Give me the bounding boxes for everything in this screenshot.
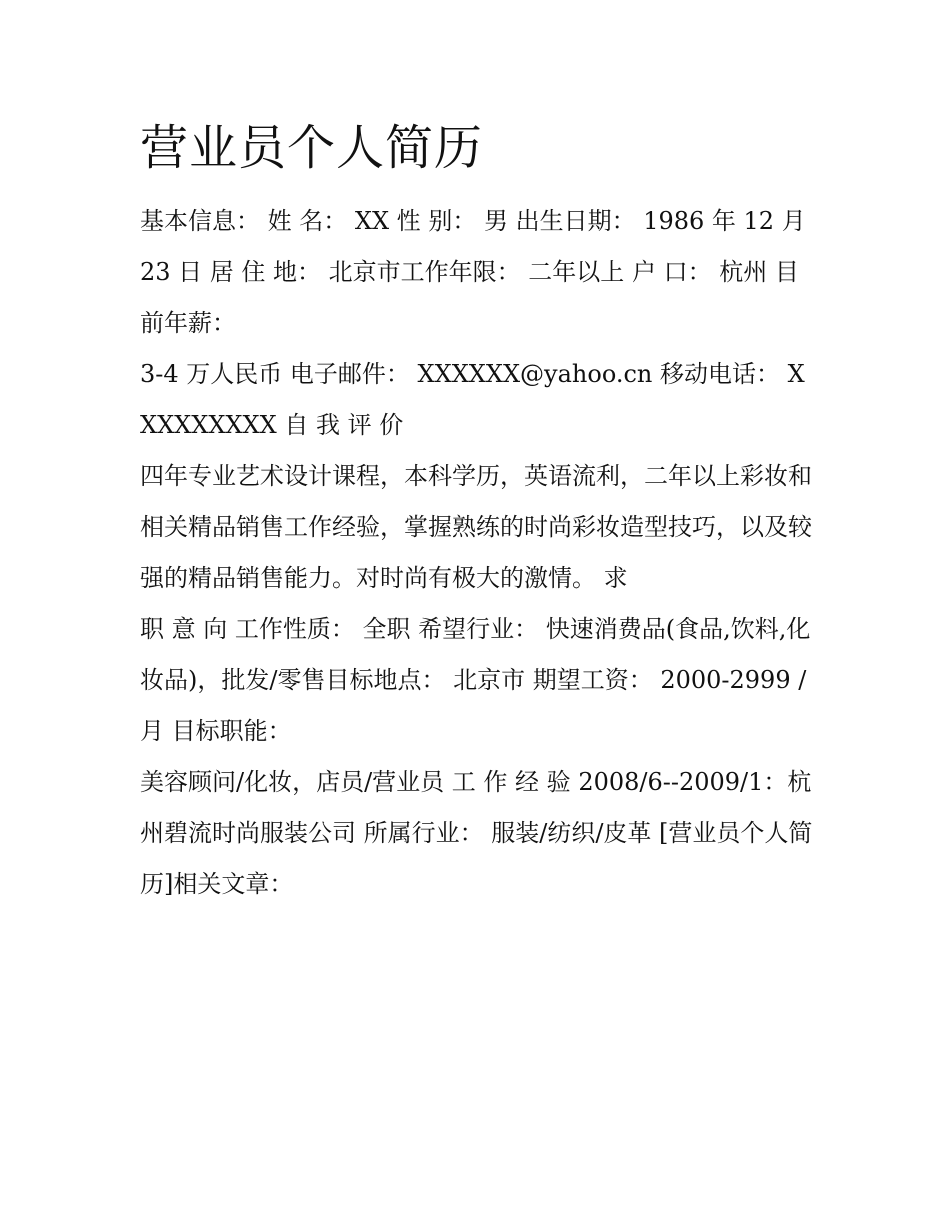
basic-info-paragraph: 基本信息： 姓 名： XX 性 别： 男 出生日期： 1986 年 12 月 23 日 居 住 地： 北京市工作年限： 二年以上 户 口： 杭州 目前年薪： bbox=[140, 207, 806, 337]
document-page bbox=[140, 112, 820, 910]
work-experience-paragraph: 美容顾问/化妆，店员/营业员 工 作 经 验 2008/6--2009/1：杭州碧流时尚服装公司 所属行业： 服装/纺织/皮革 [营业员个人简历]相关文章： bbox=[140, 768, 813, 898]
job-intention-paragraph: 职 意 向 工作性质： 全职 希望行业： 快速消费品(食品,饮料,化妆品)，批发/零售目标地点： 北京市 期望工资： 2000-2999 /月 目标职能： bbox=[140, 615, 811, 745]
self-evaluation-paragraph: 四年专业艺术设计课程，本科学历，英语流利，二年以上彩妆和相关精品销售工作经验，掌握熟练的时尚彩妆造型技巧，以及较强的精品销售能力。对时尚有极大的激情。 求 bbox=[140, 462, 812, 592]
contact-paragraph: 3-4 万人民币 电子邮件： XXXXXX@yahoo.cn 移动电话： XXXXXXXXX 自 我 评 价 bbox=[140, 360, 805, 439]
document-title: 营业员个人简历 bbox=[140, 120, 484, 176]
